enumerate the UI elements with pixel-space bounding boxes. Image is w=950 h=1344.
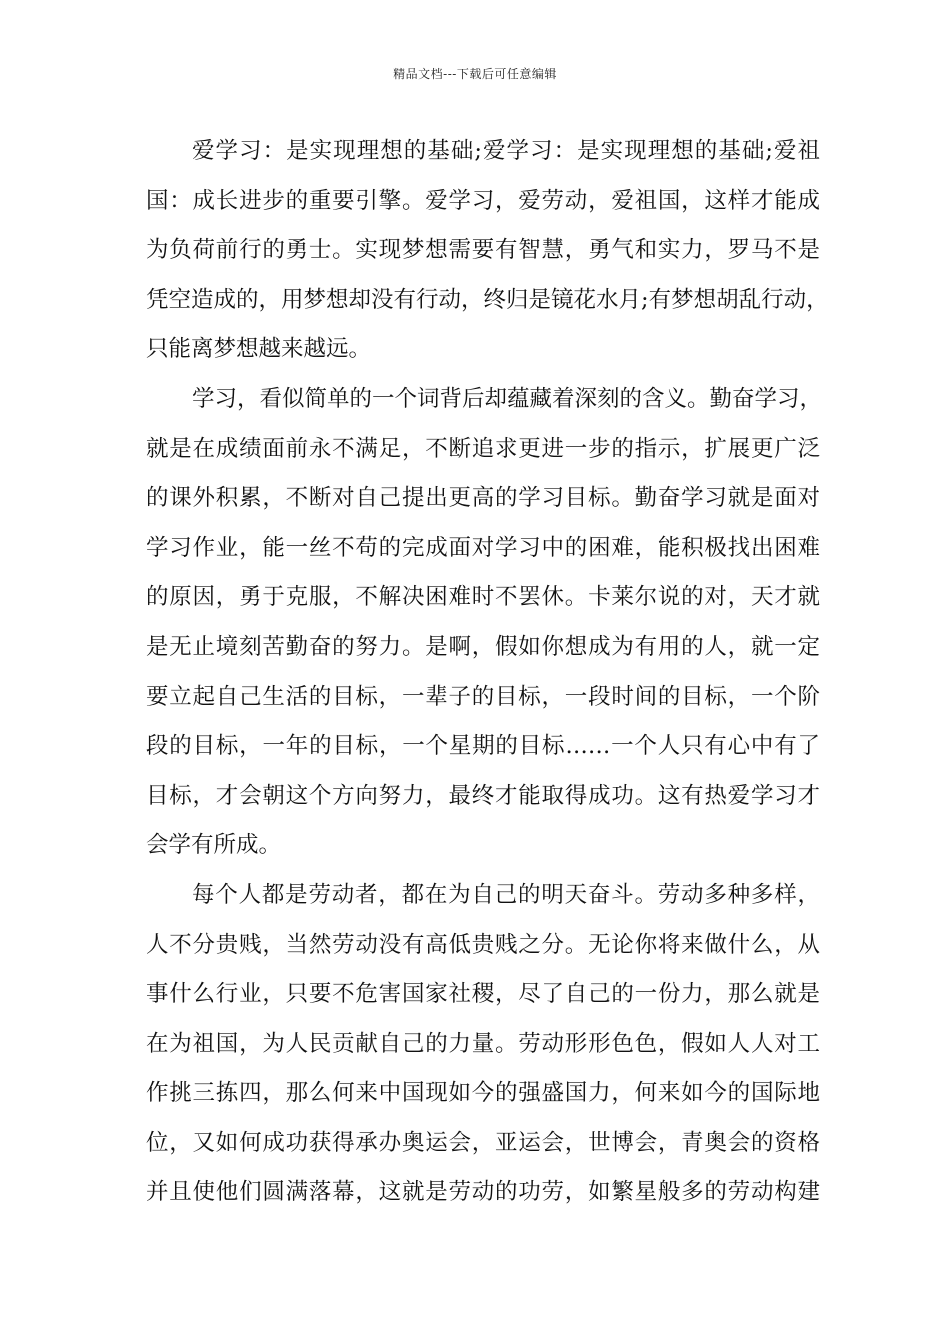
text-line: 目标，才会朝这个方向努力，最终才能取得成功。这有热爱学习才 [146,782,820,809]
text-line: 凭空造成的，用梦想却没有行动，终归是镜花水月;有梦想胡乱行动， [146,286,829,313]
text-line: 事什么行业，只要不危害国家社稷，尽了自己的一份力，那么就是 [146,981,820,1008]
text-line: 并且使他们圆满落幕，这就是劳动的功劳，如繁星般多的劳动构建 [146,1179,820,1206]
text-line: 是无止境刻苦勤奋的努力。是啊，假如你想成为有用的人，就一定 [146,633,820,660]
text-line: 要立起自己生活的目标，一辈子的目标，一段时间的目标，一个阶 [146,683,820,710]
text-line: 只能离梦想越来越远。 [146,336,372,363]
page-header: 精品文档---下载后可任意编辑 [393,67,557,81]
text-line: 每个人都是劳动者，都在为自己的明天奋斗。劳动多种多样， [192,881,820,908]
text-line: 学习作业，能一丝不苟的完成面对学习中的困难，能积极找出困难 [146,534,820,561]
text-line: 在为祖国，为人民贡献自己的力量。劳动形形色色，假如人人对工 [146,1030,820,1057]
text-line: 爱学习：是实现理想的基础;爱学习：是实现理想的基础;爱祖 [192,138,820,164]
text-line: 为负荷前行的勇士。实现梦想需要有智慧，勇气和实力，罗马不是 [146,237,820,264]
text-line: 作挑三拣四，那么何来中国现如今的强盛国力，何来如今的国际地 [146,1080,820,1107]
text-line: 人不分贵贱，当然劳动没有高低贵贱之分。无论你将来做什么，从 [146,931,820,958]
text-line: 就是在成绩面前永不满足，不断追求更进一步的指示，扩展更广泛 [146,435,820,462]
text-line: 会学有所成。 [146,832,282,859]
text-line: 的课外积累，不断对自己提出更高的学习目标。勤奋学习就是面对 [146,485,820,512]
text-line: 学习，看似简单的一个词背后却蕴藏着深刻的含义。勤奋学习， [192,385,823,412]
text-line: 的原因，勇于克服，不解决困难时不罢休。卡莱尔说的对，天才就 [146,584,820,611]
text-line: 国：成长进步的重要引擎。爱学习，爱劳动，爱祖国，这样才能成 [146,187,820,214]
text-line: 位，又如何成功获得承办奥运会，亚运会，世博会，青奥会的资格 [146,1129,820,1156]
text-line: 段的目标，一年的目标，一个星期的目标……一个人只有心中有了 [146,733,820,760]
document-body [146,131,829,1222]
